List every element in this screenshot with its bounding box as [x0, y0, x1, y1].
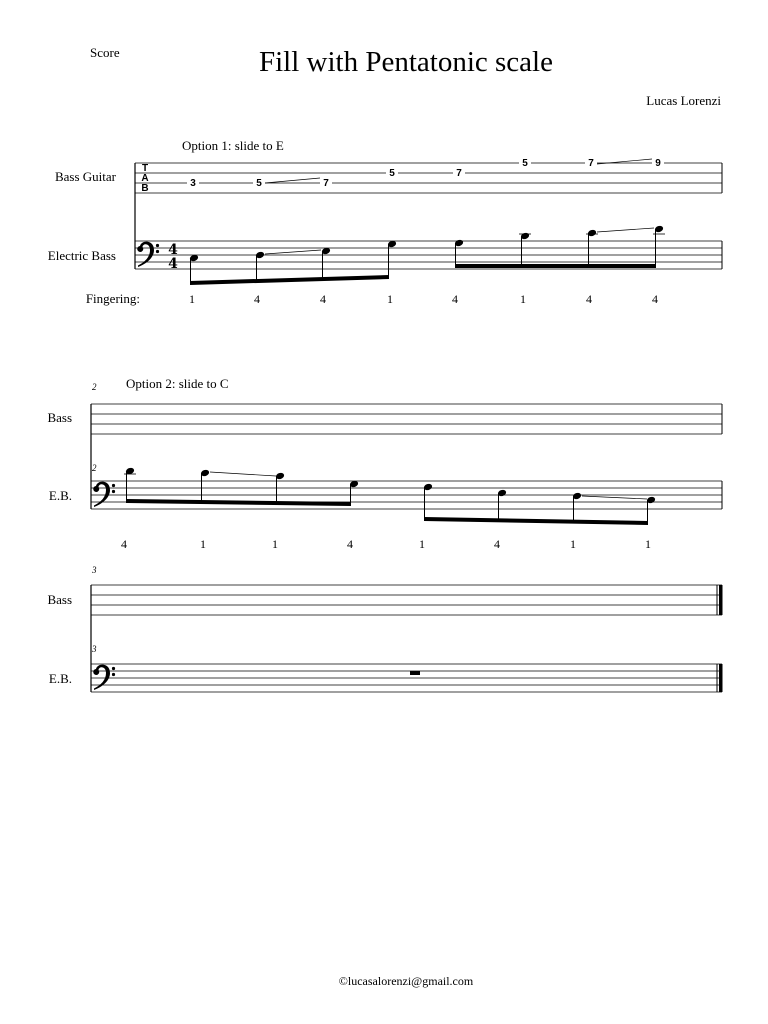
fingering-number: 4: [121, 537, 127, 551]
tab-note: 5: [389, 168, 395, 179]
slide-line: [582, 496, 647, 499]
staff-instrument-label: Electric Bass: [47, 248, 116, 263]
tab-slide-line: [265, 178, 320, 183]
whole-rest-icon: [410, 671, 420, 675]
score-label: Score: [90, 45, 120, 60]
fingering-number: 1: [200, 537, 206, 551]
time-signature: [168, 242, 178, 272]
system-3: [47, 565, 722, 692]
fingering-number: 4: [254, 292, 260, 306]
staff-measure-number: 2: [92, 463, 97, 473]
tab-instrument-label: Bass: [47, 410, 72, 425]
fingering-number: 4: [347, 537, 353, 551]
tab-staff: [135, 163, 722, 193]
tab-instrument-label: Bass Guitar: [54, 169, 116, 184]
tab-note: 7: [456, 168, 462, 179]
tab-staff: [91, 585, 722, 615]
svg-text:A: A: [141, 173, 149, 184]
page-title: Fill with Pentatonic scale: [259, 46, 553, 78]
fingering-number: 1: [189, 292, 195, 306]
fingering-number: 1: [570, 537, 576, 551]
beam: [126, 499, 351, 506]
tab-clef: [141, 163, 148, 194]
bass-staff: [91, 481, 722, 509]
measure-number: 3: [92, 565, 97, 575]
svg-text:4: 4: [168, 256, 178, 272]
tab-note: 5: [522, 158, 528, 169]
bass-clef-icon: [93, 482, 115, 507]
annotation-option-2: Option 2: slide to C: [126, 376, 229, 391]
bass-clef-icon: [93, 665, 115, 690]
tab-instrument-label: Bass: [47, 592, 72, 607]
fingering-number: 4: [586, 292, 592, 306]
slide-line: [597, 228, 654, 232]
bass-clef-icon: [137, 242, 159, 267]
system-2: [47, 376, 722, 551]
fingerings-system-2: [121, 537, 651, 551]
tab-note: 7: [323, 178, 329, 189]
system-1: [48, 138, 722, 306]
fingering-number: 4: [652, 292, 658, 306]
tab-note: 5: [256, 178, 262, 189]
tab-note: 7: [588, 158, 594, 169]
staff-instrument-label: E.B.: [48, 488, 72, 503]
fingering-number: 1: [645, 537, 651, 551]
footer-email: ©lucasalorenzi@gmail.com: [338, 974, 474, 988]
measure-number: 2: [92, 382, 97, 392]
fingering-label: Fingering:: [85, 291, 140, 306]
svg-text:4: 4: [168, 242, 178, 258]
fingerings-system-1: [189, 292, 658, 306]
notes-system-2: [124, 467, 656, 525]
fingering-number: 1: [387, 292, 393, 306]
staff-measure-number: 3: [92, 644, 97, 654]
slide-line: [210, 472, 276, 476]
fingering-number: 4: [452, 292, 458, 306]
beam: [424, 517, 648, 525]
staff-instrument-label: E.B.: [48, 671, 72, 686]
tab-note: 9: [655, 158, 661, 169]
bass-staff: [91, 664, 722, 692]
fingering-number: 1: [520, 292, 526, 306]
svg-text:B: B: [141, 183, 149, 194]
tab-staff: [91, 404, 722, 434]
slide-line: [265, 250, 321, 254]
annotation-option-1: Option 1: slide to E: [182, 138, 284, 153]
final-barline: [717, 585, 723, 615]
composer-name: Lucas Lorenzi: [646, 93, 721, 108]
beam: [455, 264, 656, 268]
fingering-number: 4: [320, 292, 326, 306]
fingering-number: 1: [272, 537, 278, 551]
beam: [190, 275, 389, 285]
fingering-number: 4: [494, 537, 500, 551]
fingering-number: 1: [419, 537, 425, 551]
tab-note: 3: [190, 178, 196, 189]
svg-text:T: T: [141, 163, 149, 174]
